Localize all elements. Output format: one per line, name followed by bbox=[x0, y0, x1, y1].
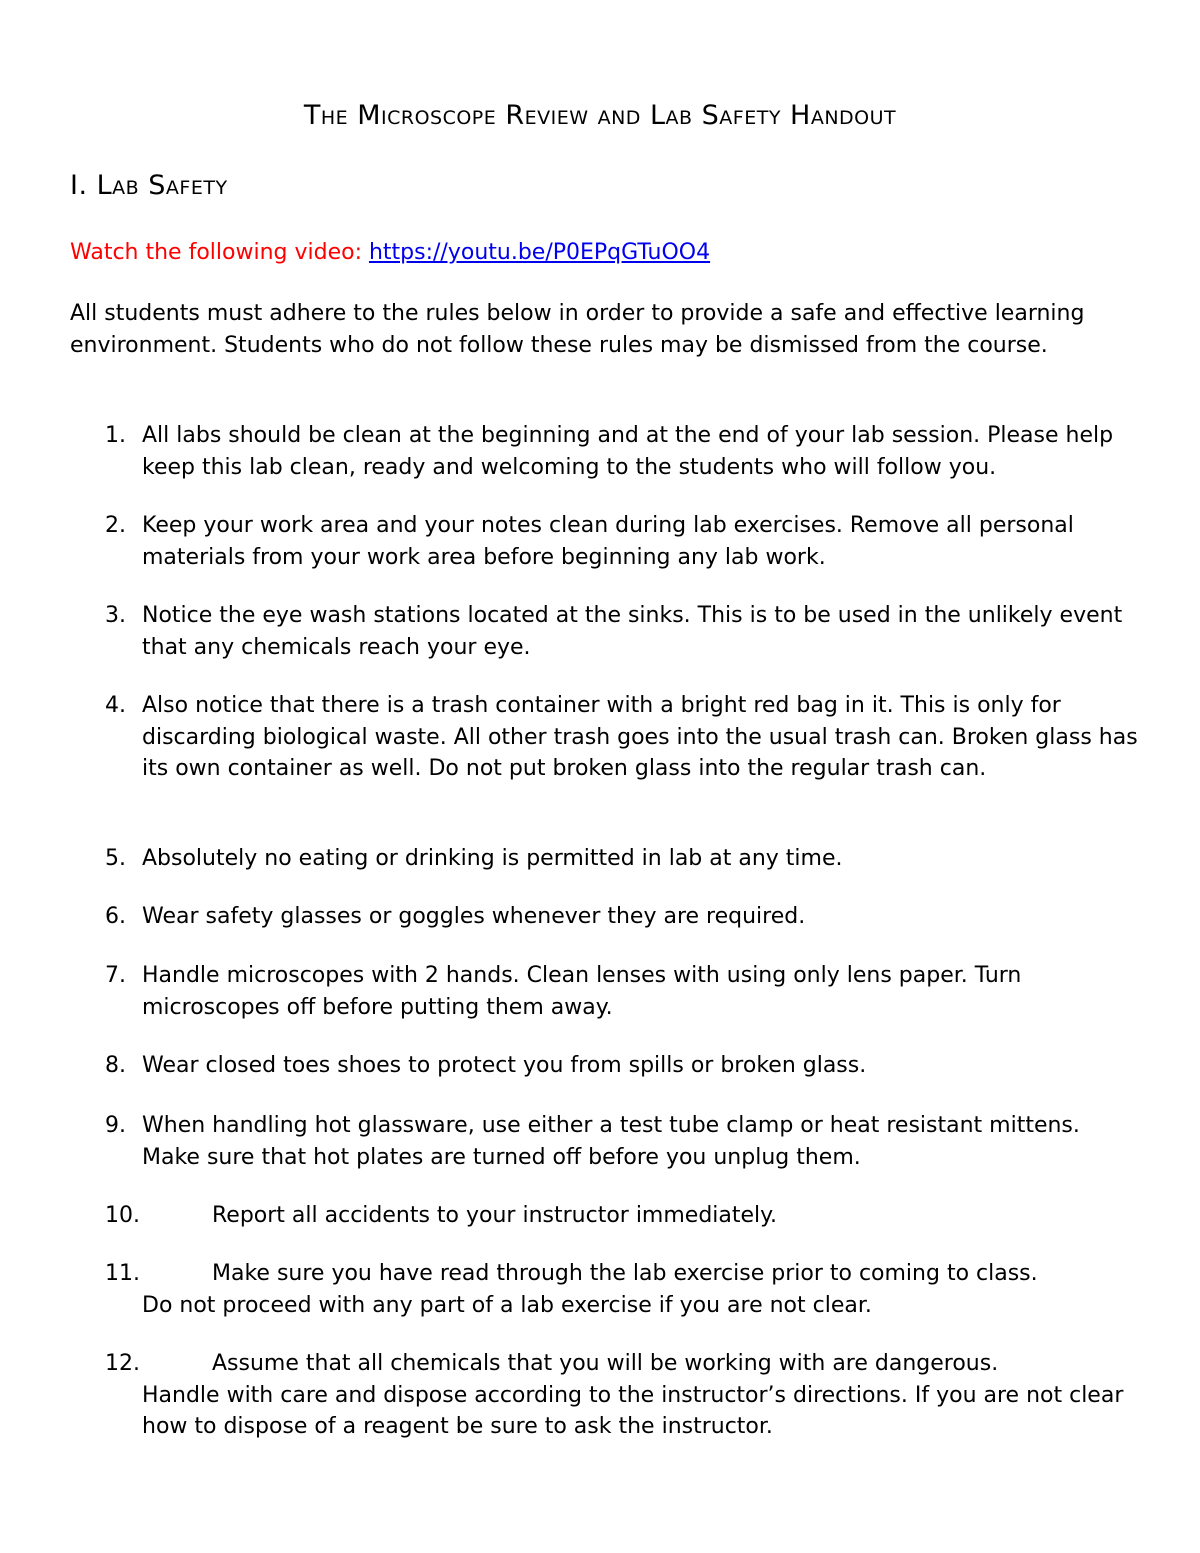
rule-text: Wear closed toes shoes to protect you from spills or broken glass. bbox=[142, 1053, 867, 1078]
video-label: Watch the following video: bbox=[70, 240, 369, 265]
rule-number: 5. bbox=[105, 846, 126, 871]
rule-item bbox=[105, 1258, 1140, 1321]
rule-text: All labs should be clean at the beginning and at the end of your lab session. Please help keep this lab clean, ready and welcoming to the students who will follow you. bbox=[142, 423, 1114, 480]
rule-text-continuation: Handle with care and dispose according to the instructor’s directions. If you are not clear how to dispose of a reagent be sure to ask the instructor. bbox=[142, 1382, 1124, 1439]
video-instruction bbox=[70, 240, 710, 265]
rule-number: 4. bbox=[105, 693, 126, 718]
document-title: The Microscope Review and Lab Safety Handout bbox=[303, 100, 897, 131]
rule-item bbox=[105, 1348, 1140, 1443]
rule-text: Assume that all chemicals that you will be working with are dangerous. bbox=[212, 1351, 999, 1376]
rule-item bbox=[105, 1110, 1140, 1173]
rule-number: 9. bbox=[105, 1113, 126, 1138]
rule-item bbox=[105, 1200, 1140, 1232]
rule-text: Keep your work area and your notes clean during lab exercises. Remove all personal materials from your work area before beginning any lab work. bbox=[142, 513, 1074, 570]
rule-text: Report all accidents to your instructor immediately. bbox=[212, 1203, 778, 1228]
section-heading: I. Lab Safety bbox=[70, 170, 228, 201]
rule-number: 1. bbox=[105, 423, 126, 448]
rule-text-continuation: Do not proceed with any part of a lab exercise if you are not clear. bbox=[142, 1292, 872, 1318]
rule-item bbox=[105, 843, 1140, 875]
rule-item bbox=[105, 420, 1140, 483]
video-link[interactable]: https://youtu.be/P0EPqGTuOO4 bbox=[368, 240, 711, 265]
rule-number: 10. bbox=[105, 1203, 140, 1228]
rule-text: Make sure you have read through the lab exercise prior to coming to class. bbox=[212, 1261, 1038, 1286]
rule-text: Wear safety glasses or goggles whenever they are required. bbox=[142, 904, 806, 929]
rule-item bbox=[105, 901, 1140, 933]
rule-text: When handling hot glassware, use either a test tube clamp or heat resistant mittens. Make sure that hot plates are turned off before you unplug them. bbox=[142, 1113, 1080, 1170]
rule-number: 2. bbox=[105, 513, 126, 538]
rule-item bbox=[105, 600, 1140, 663]
rule-number: 7. bbox=[105, 963, 126, 988]
rule-item bbox=[105, 960, 1140, 1023]
intro-paragraph: All students must adhere to the rules below in order to provide a safe and effective learning environment. Students who do not follow these rules may be dismissed from the course. bbox=[70, 301, 1085, 358]
rule-item bbox=[105, 510, 1140, 573]
rule-number: 3. bbox=[105, 603, 126, 628]
rule-text: Absolutely no eating or drinking is permitted in lab at any time. bbox=[142, 846, 843, 871]
rule-number: 8. bbox=[105, 1053, 126, 1078]
rule-item bbox=[105, 1050, 1140, 1082]
rule-text: Notice the eye wash stations located at the sinks. This is to be used in the unlikely event that any chemicals reach your eye. bbox=[142, 603, 1123, 660]
rule-number: 11. bbox=[105, 1261, 140, 1286]
rule-number: 6. bbox=[105, 904, 126, 929]
rule-text: Handle microscopes with 2 hands. Clean lenses with using only lens paper. Turn microscopes off before putting them away. bbox=[142, 963, 1022, 1020]
rule-text: Also notice that there is a trash container with a bright red bag in it. This is only for discarding biological waste. All other trash goes into the usual trash can. Broken glass has its own container as well. Do not put broken glass into the regular trash can. bbox=[142, 693, 1138, 781]
rule-item bbox=[105, 690, 1140, 785]
rule-number: 12. bbox=[105, 1351, 140, 1376]
